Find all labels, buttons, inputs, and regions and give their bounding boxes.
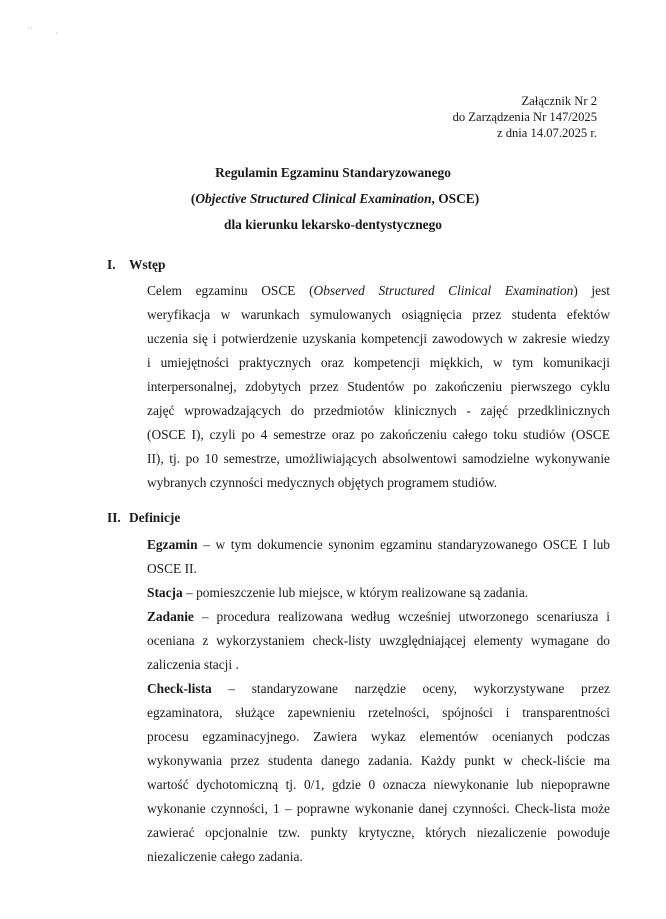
paragraph-line: interpersonalnej, zdobytych przez Studentów po zakończeniu pierwszego cyklu	[147, 379, 610, 394]
title-line-1: Regulamin Egzaminu Standaryzowanego	[215, 165, 451, 180]
paragraph-line: II), tj. po 10 semestrze, umożliwiających absolwentowi samodzielne wykonywanie	[147, 451, 610, 466]
definition-line: niezaliczenie całego zadania.	[147, 849, 303, 864]
title-italic: Objective Structured Clinical Examination	[195, 191, 432, 206]
section-heading-definitions	[107, 510, 180, 526]
paragraph-line: wybranych czynności medycznych objętych programem studiów.	[147, 475, 498, 490]
scan-artifact: ' '	[28, 27, 32, 33]
paragraph-line: uczenia się i potwierdzenie uzyskania kompetencji zawodowych w zakresie wiedzy	[147, 331, 610, 346]
definition-term: Egzamin	[147, 537, 198, 552]
definition-line: oceniana z wykorzystaniem check-listy uwzględniającej elementy wymagane do	[147, 633, 610, 648]
paragraph-line: (OSCE I), czyli po 4 semestrze oraz po zakończeniu całego toku studiów (OSCE	[147, 427, 610, 442]
paragraph-line: zajęć wprowadzających do przedmiotów klinicznych - zajęć przedklinicznych	[147, 403, 610, 418]
italic-text: Observed Structured Clinical Examination	[313, 283, 574, 298]
definition-text: – standaryzowane narzędzie oceny, wykorzystywane przez	[211, 681, 610, 696]
definition-line: OSCE II.	[147, 561, 197, 576]
section-number: II.	[107, 510, 121, 525]
section-title: Wstęp	[129, 257, 166, 272]
annex-date: z dnia 14.07.2025 r.	[496, 126, 597, 140]
definition-zadanie	[147, 605, 610, 677]
title-line-3: dla kierunku lekarsko-dentystycznego	[224, 217, 442, 232]
scan-artifact: ,	[56, 29, 58, 35]
definition-line	[147, 677, 610, 701]
definitions-list	[147, 533, 610, 869]
definition-term: Zadanie	[147, 609, 194, 624]
section-number: I.	[107, 257, 116, 272]
definition-line: procesu egzaminacyjnego. Zawiera wykaz elementów ocenianych podczas	[147, 729, 610, 744]
paragraph-line	[147, 279, 610, 303]
definition-line: egzaminatora, służące zapewnieniu rzetelności, spójności i transparentności	[147, 705, 610, 720]
definition-line: zawierać opcjonalnie tzw. punkty krytyczne, których niezaliczenie powoduje	[147, 825, 610, 840]
definition-line	[147, 533, 610, 557]
definition-line: wartość dychotomiczną tj. 0/1, gdzie 0 oznacza niewykonanie lub niepoprawne	[147, 777, 610, 792]
definition-stacja	[147, 581, 610, 605]
definition-egzamin	[147, 533, 610, 581]
definition-line	[147, 605, 610, 629]
definition-term: Check-lista	[147, 681, 212, 696]
definition-text: – pomieszczenie lub miejsce, w którym realizowane są zadania.	[182, 585, 529, 600]
definition-line: wykonywania przez studenta danego zadania. Każdy punkt w check-liście ma	[147, 753, 610, 768]
title-line-2	[4, 186, 666, 212]
paragraph-line: i umiejętności praktycznych oraz kompetencji miękkich, w tym komunikacji	[147, 355, 610, 370]
title-rest: , OSCE)	[431, 191, 480, 206]
document-title	[0, 160, 666, 238]
title-paren: (	[190, 191, 196, 206]
definition-text: – procedura realizowana według wcześniej utworzonego scenariusza i	[193, 609, 610, 624]
annex-number: Załącznik Nr 2	[521, 94, 597, 108]
definition-term: Stacja	[147, 585, 183, 600]
annex-reference	[453, 93, 597, 141]
definition-text: – w tym dokumencie synonim egzaminu standaryzowanego OSCE I lub	[197, 537, 610, 552]
definition-line: zaliczenia stacji .	[147, 657, 239, 672]
definition-line	[147, 581, 610, 605]
text: Celem egzaminu OSCE (	[147, 283, 314, 298]
text: ) jest	[573, 283, 610, 298]
section-heading-introduction	[107, 257, 165, 273]
paragraph-line: weryfikacja w warunkach symulowanych osiągnięcia przez studenta efektów	[147, 307, 610, 322]
annex-ordinance: do Zarządzenia Nr 147/2025	[452, 110, 597, 124]
definition-line: wykonanie czynności, 1 – poprawne wykonanie danej czynności. Check-lista może	[147, 801, 610, 816]
section-title: Definicje	[129, 510, 181, 525]
definition-check-lista	[147, 677, 610, 869]
introduction-paragraph	[147, 279, 610, 495]
